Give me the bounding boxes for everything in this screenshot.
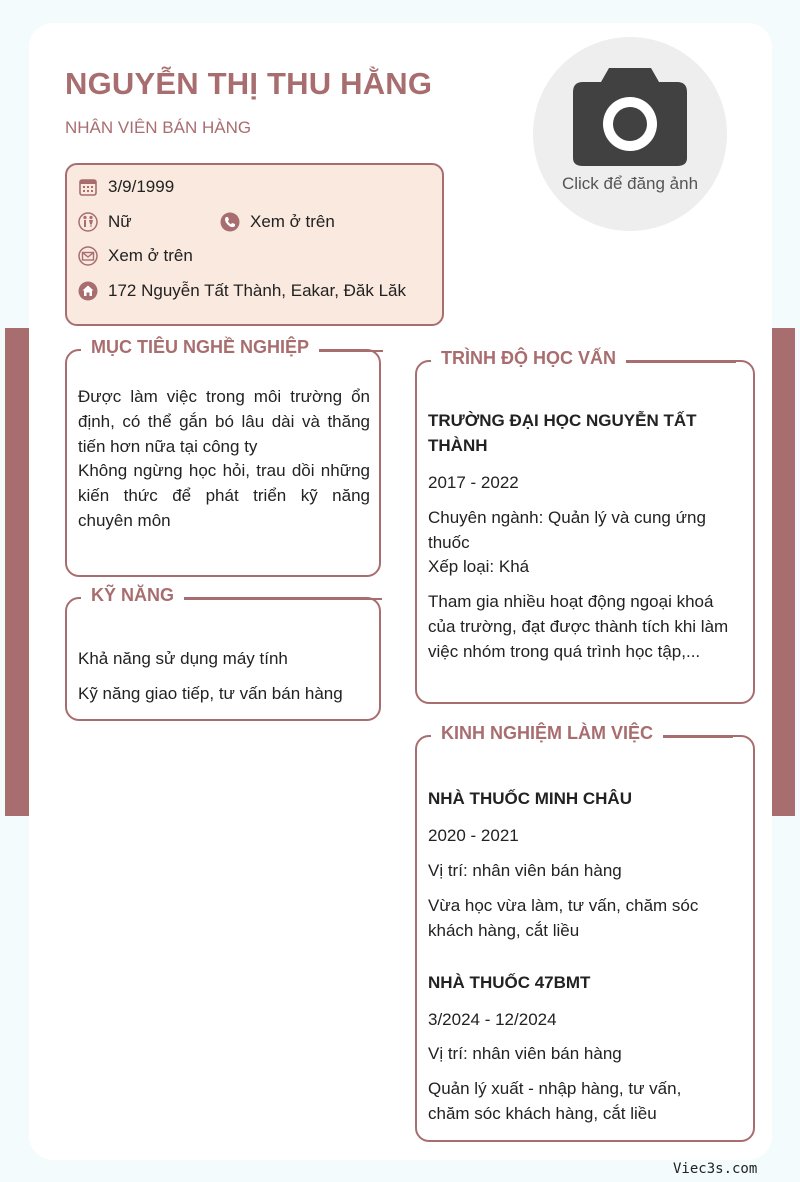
candidate-name: NGUYỄN THỊ THU HẰNG xyxy=(65,66,433,101)
camera-icon xyxy=(571,64,689,168)
objective-line-2: Không ngừng học hỏi, trau dồi những kiến thức để phát triển kỹ năng chuyên môn xyxy=(78,461,370,530)
skills-title: KỸ NĂNG xyxy=(81,585,184,606)
address-row xyxy=(78,281,406,301)
photo-upload-label: Click để đăng ảnh xyxy=(561,174,699,193)
education-section xyxy=(415,348,755,704)
candidate-position: NHÂN VIÊN BÁN HÀNG xyxy=(65,118,252,137)
job-period: 2020 - 2021 xyxy=(428,826,519,845)
phone-icon xyxy=(220,212,240,232)
skill-item: Kỹ năng giao tiếp, tư vấn bán hàng xyxy=(78,684,343,703)
education-period: 2017 - 2022 xyxy=(428,473,519,492)
gender-icon xyxy=(78,212,98,232)
address-value: 172 Nguyễn Tất Thành, Eakar, Đăk Lăk xyxy=(108,281,407,300)
job-role: Vị trí: nhân viên bán hàng xyxy=(428,861,622,880)
objective-section xyxy=(65,337,381,577)
job-description: Vừa học vừa làm, tư vấn, chăm sóc khách hàng, cắt liều xyxy=(428,896,699,940)
education-school: TRƯỜNG ĐẠI HỌC NGUYỄN TẤT THÀNH xyxy=(428,411,697,455)
left-decor-band xyxy=(5,328,29,816)
job-company: NHÀ THUỐC MINH CHÂU xyxy=(428,789,632,808)
home-icon xyxy=(78,281,98,301)
objective-title: MỤC TIÊU NGHỀ NGHIỆP xyxy=(81,337,319,358)
education-rank: Xếp loại: Khá xyxy=(428,557,530,576)
job-period: 3/2024 - 12/2024 xyxy=(428,1010,557,1029)
skill-item: Khả năng sử dụng máy tính xyxy=(78,649,288,668)
experience-title: KINH NGHIỆM LÀM VIỆC xyxy=(431,723,663,744)
education-major: Chuyên ngành: Quản lý và cung ứng thuốc xyxy=(428,508,706,552)
email-row xyxy=(78,246,193,266)
email-icon xyxy=(78,246,98,266)
education-title: TRÌNH ĐỘ HỌC VẤN xyxy=(431,348,626,369)
experience-section xyxy=(415,723,755,1142)
photo-upload[interactable] xyxy=(533,37,727,231)
birthdate-value: 3/9/1999 xyxy=(108,177,175,196)
right-decor-band xyxy=(771,328,795,816)
gender-row xyxy=(78,212,132,232)
objective-line-1: Được làm việc trong môi trường ổn định, có thể gắn bó lâu dài và thăng tiến hơn nữa tại công ty xyxy=(78,387,370,456)
calendar-icon xyxy=(78,177,98,197)
gender-value: Nữ xyxy=(108,212,132,231)
phone-row xyxy=(220,212,335,232)
job-description: Quản lý xuất - nhập hàng, tư vấn, chăm sóc khách hàng, cắt liều xyxy=(428,1079,682,1123)
job-company: NHÀ THUỐC 47BMT xyxy=(428,973,591,992)
job-role: Vị trí: nhân viên bán hàng xyxy=(428,1044,622,1063)
birthdate-row xyxy=(78,177,174,197)
skills-section xyxy=(65,585,381,721)
education-activities: Tham gia nhiều hoạt động ngoại khoá của trường, đạt được thành tích khi làm việc nhóm trong quá trình học tập,... xyxy=(428,592,729,661)
phone-value: Xem ở trên xyxy=(250,212,335,231)
email-value: Xem ở trên xyxy=(108,246,193,265)
site-watermark: Viec3s.com xyxy=(673,1161,758,1177)
contact-info-box xyxy=(65,163,444,326)
